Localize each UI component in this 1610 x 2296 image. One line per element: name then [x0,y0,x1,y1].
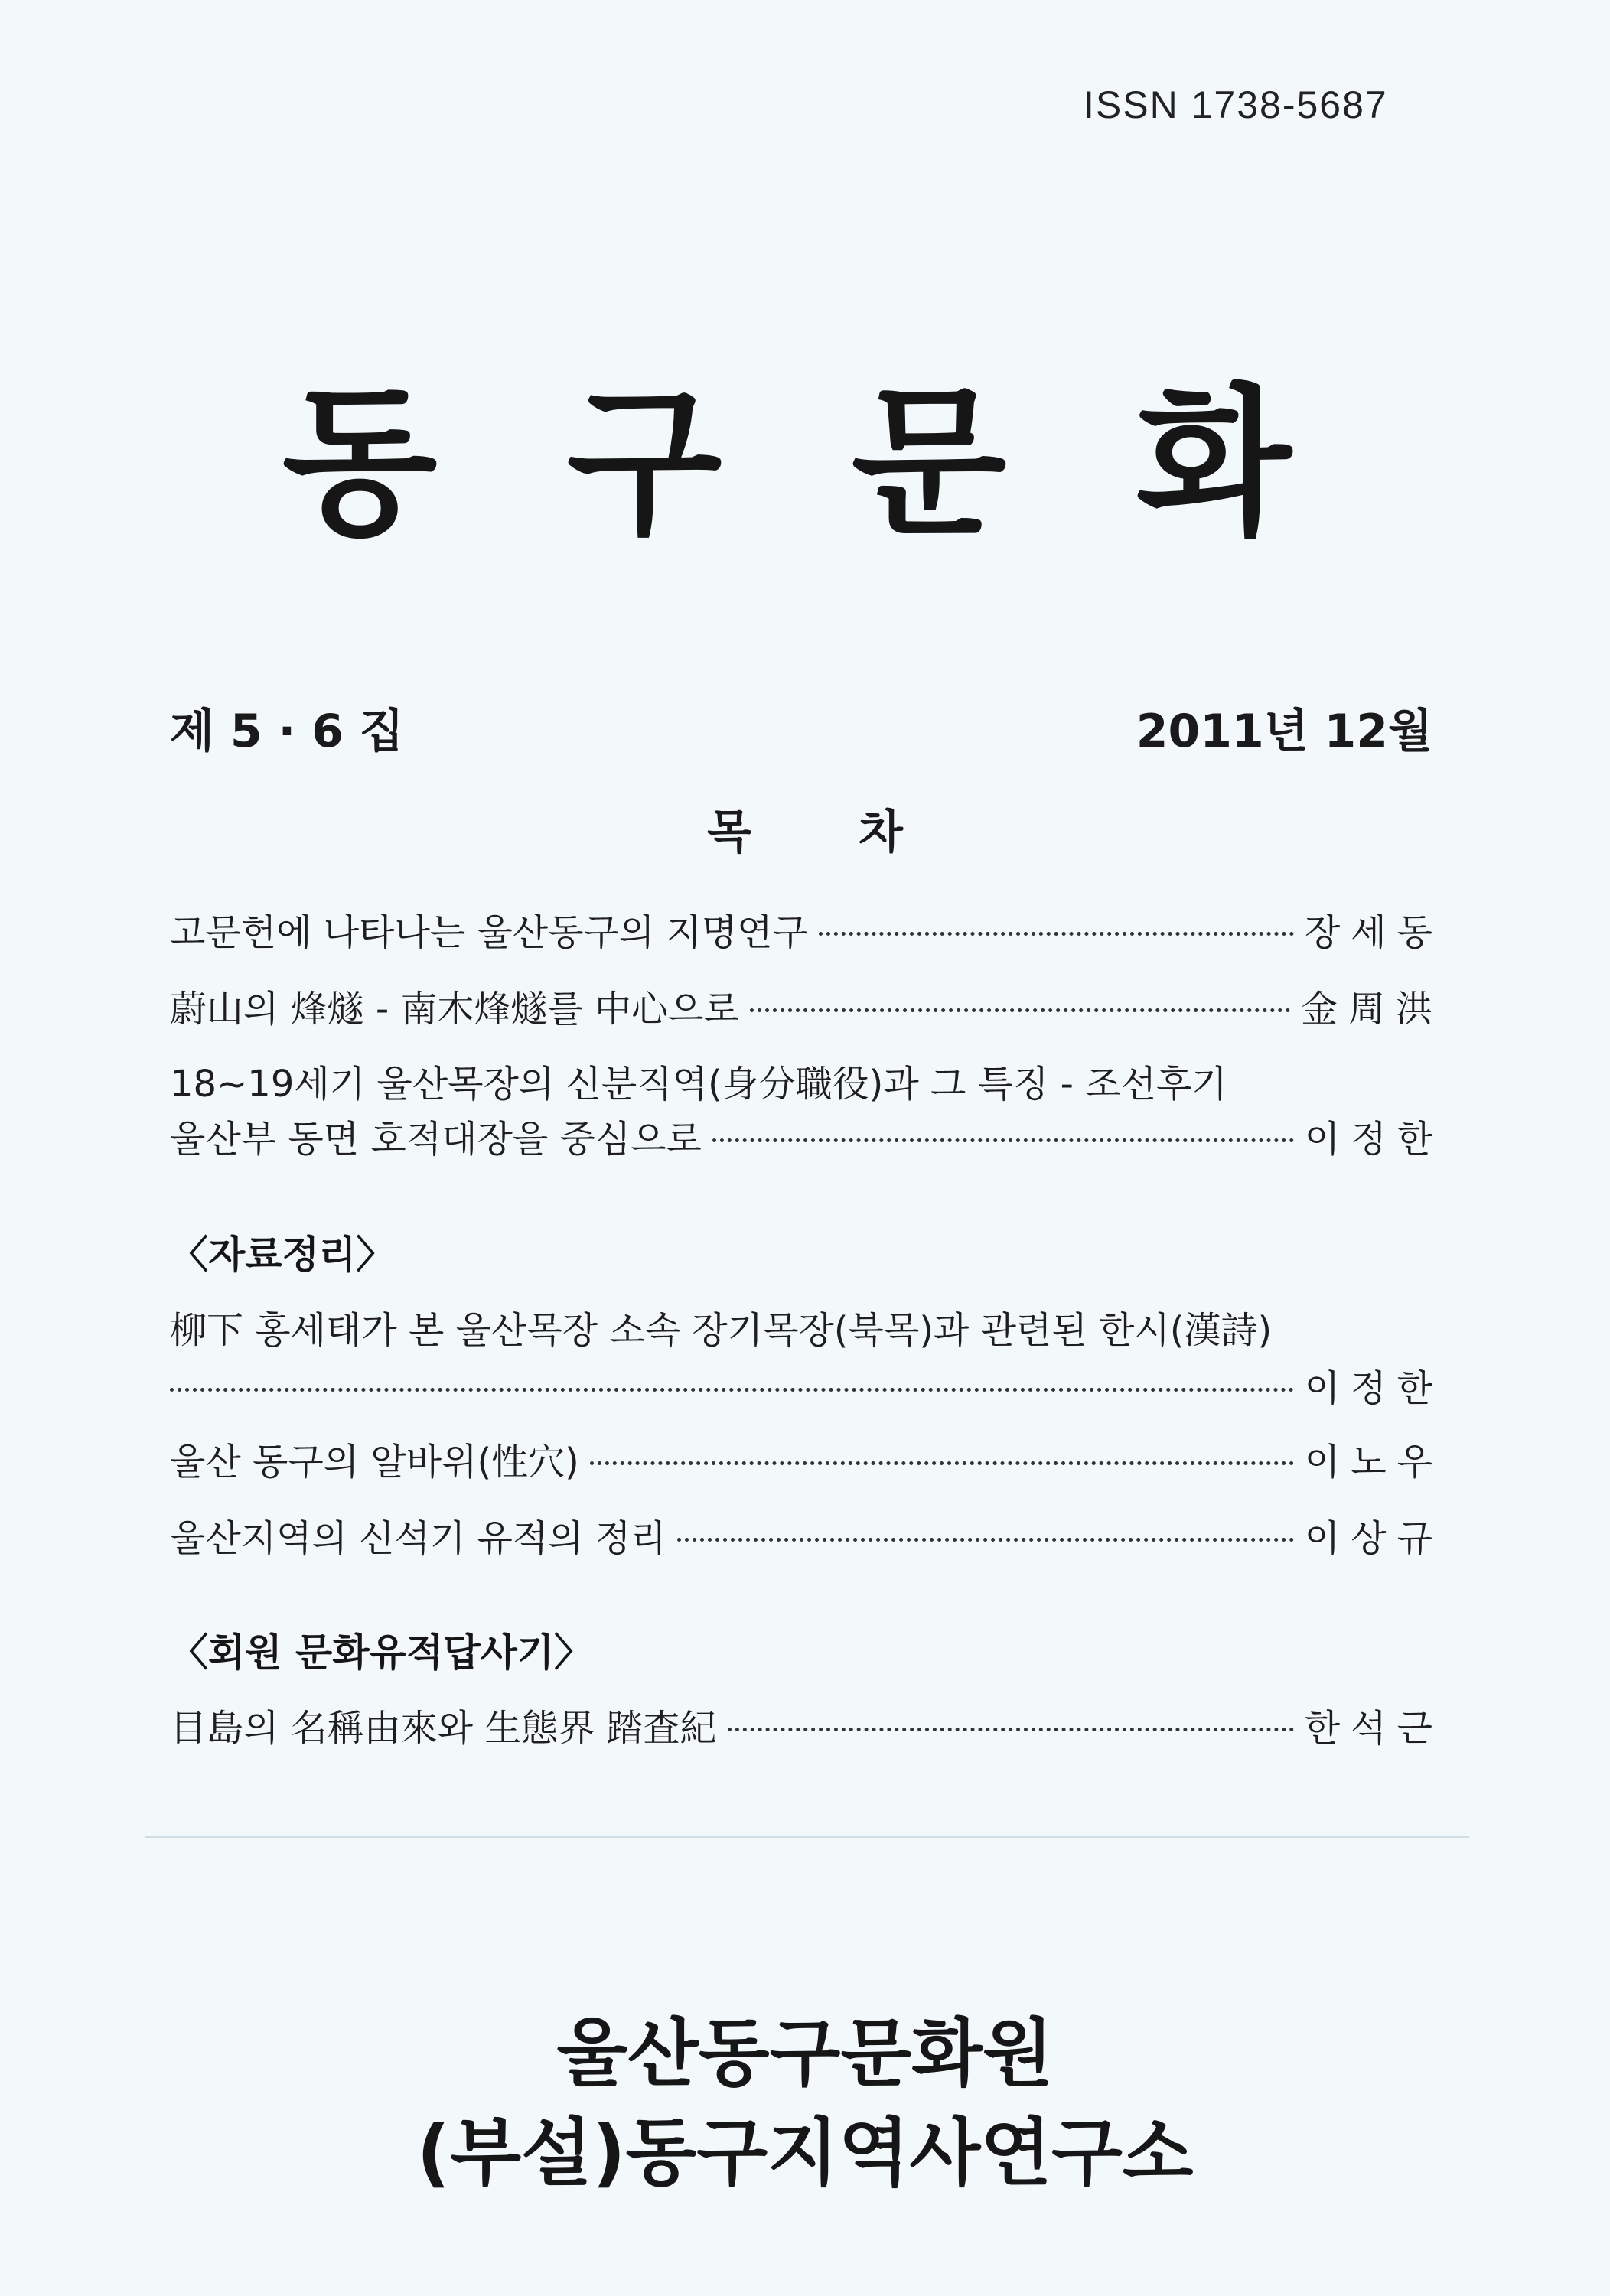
journal-title: 동 구 문 화 [282,368,1328,557]
toc-entry-title: 고문헌에 나타나는 울산동구의 지명연구 [170,911,809,954]
toc-entry-author: 이상규 [1304,1517,1443,1560]
leader-dots [590,1461,1294,1465]
leader-dots [728,1728,1294,1731]
divider-line [145,1836,1469,1838]
toc-entry-title: 蔚山의 烽燧 - 南木烽燧를 中心으로 [170,988,739,1031]
toc-entry-author: 金周洪 [1300,988,1443,1031]
leader-dots [677,1538,1294,1542]
toc-entry-title-line1: 柳下 홍세태가 본 울산목장 소속 장기목장(북목)과 관련된 한시(漢詩) [170,1309,1273,1352]
section-heading-materials: 〈자료정리〉 [170,1233,395,1277]
issue-info [170,695,1432,760]
leader-dots [712,1138,1294,1142]
toc-entry-title-line1: 18~19세기 울산목장의 신분직역(身分職役)과 그 특징 - 조선후기 [170,1063,1227,1106]
toc-entry [170,903,1443,956]
toc-entry [170,979,1443,1032]
toc-entry-title: 目島의 名稱由來와 生態界 踏査紀 [170,1707,717,1750]
publisher-subname: (부설)동구지역사연구소 [416,2110,1194,2196]
toc-entry [170,1432,1443,1485]
toc-entry-author: 한석근 [1304,1707,1443,1750]
toc-entry-title: 울산지역의 신석기 유적의 정리 [170,1517,666,1560]
toc-entry [170,1359,1443,1412]
toc-entry-author: 장세동 [1304,911,1443,954]
toc-heading: 목차 [707,806,1010,859]
toc-entry [170,1109,1443,1162]
issue-volume: 제 5 · 6 집 [170,705,404,758]
toc-entry [170,1509,1443,1562]
issue-date: 2011년 12월 [1136,705,1432,758]
toc-entry-author: 이정한 [1304,1118,1443,1161]
toc-entry-author: 이정한 [1304,1367,1443,1410]
toc-entry-title: 울산부 동면 호적대장을 중심으로 [170,1118,702,1161]
section-heading-members: 〈회원 문화유적답사기〉 [170,1630,593,1675]
toc-entry [170,1698,1443,1751]
toc-entry-title: 울산 동구의 알바위(性穴) [170,1441,579,1483]
issn-number: ISSN 1738-5687 [1084,83,1388,126]
publisher-name: 울산동구문화원 [556,2011,1054,2096]
toc-entry-author: 이노우 [1304,1441,1443,1483]
leader-dots [170,1388,1294,1392]
leader-dots [819,932,1294,936]
leader-dots [750,1008,1290,1012]
